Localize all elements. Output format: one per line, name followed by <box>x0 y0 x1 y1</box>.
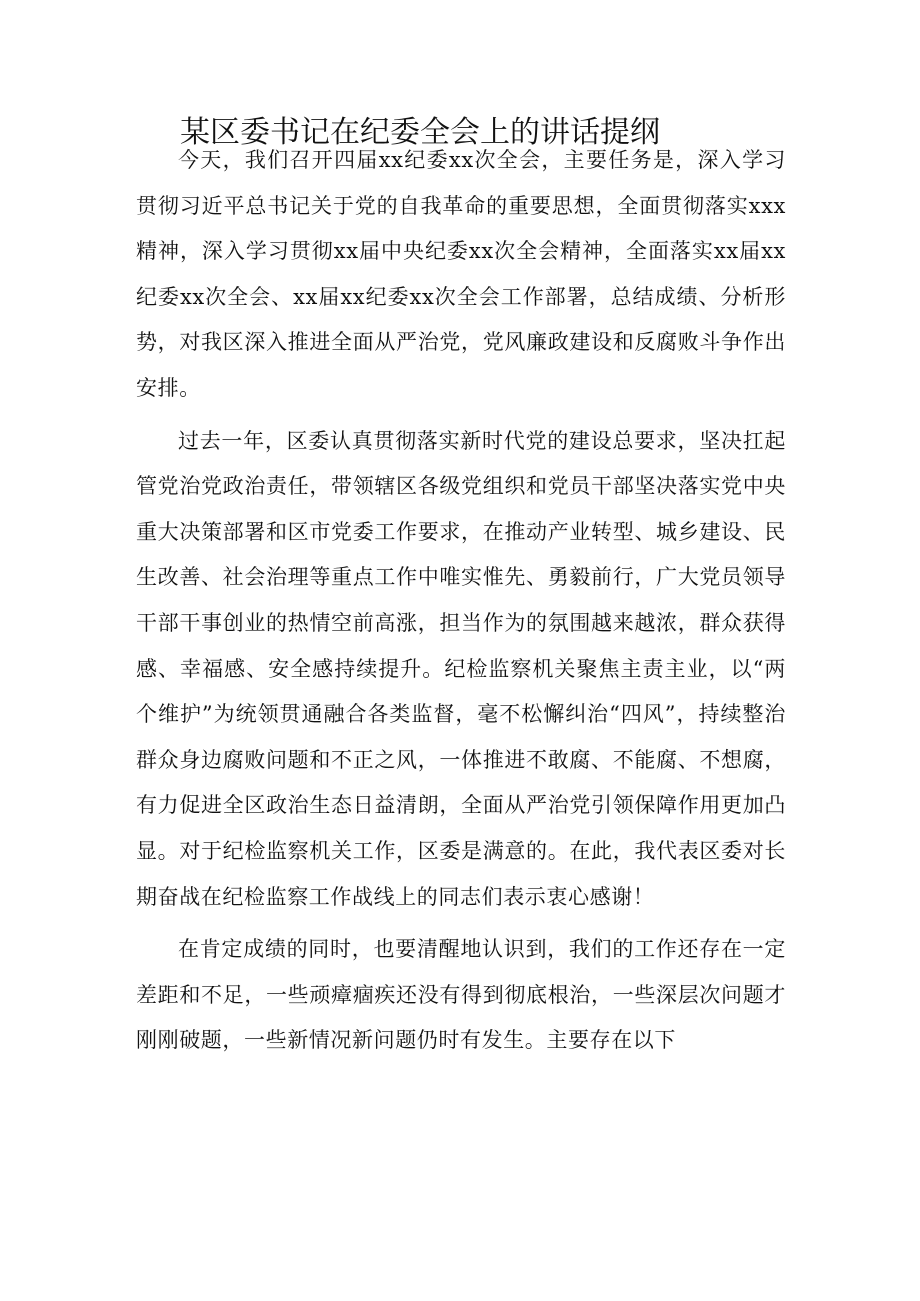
paragraph-shortcomings: 在肯定成绩的同时，也要清醒地认识到，我们的工作还存在一定差距和不足，一些顽瘴痼疾还没有得到彻底根治，一些深层次问题才刚刚破题，一些新情况新问题仍时有发生。主要存在以下 <box>136 937 786 1053</box>
document-title: 某区委书记在纪委全会上的讲话提纲 <box>180 115 660 150</box>
paragraph-opening: 今天，我们召开四届xx纪委xx次全会，主要任务是，深入学习贯彻习近平总书记关于党的自我革命的重要思想，全面贯彻落实xxx精神，深入学习贯彻xx届中央纪委xx次全会精神，全面落实xx届xx纪委xx次全会、xx届xx纪委xx次全会工作部署，总结成绩、分析形势，对我区深入推进全面从严治党，党风廉政建设和反腐败斗争作出安排。 <box>136 148 786 400</box>
paragraph-achievements: 过去一年，区委认真贯彻落实新时代党的建设总要求，坚决扛起管党治党政治责任，带领辖区各级党组织和党员干部坚决落实党中央重大决策部署和区市党委工作要求，在推动产业转型、城乡建设、民生改善、社会治理等重点工作中唯实惟先、勇毅前行，广大党员领导干部干事创业的热情空前高涨，担当作为的氛围越来越浓，群众获得感、幸福感、安全感持续提升。纪检监察机关聚焦主责主业，以“两个维护”为统领贯通融合各类监督，毫不松懈纠治“四风”，持续整治群众身边腐败问题和不正之风，一体推进不敢腐、不能腐、不想腐，有力促进全区政治生态日益清朗，全面从严治党引领保障作用更加凸显。对于纪检监察机关工作，区委是满意的。在此，我代表区委对长期奋战在纪检监察工作战线上的同志们表示衷心感谢！ <box>136 428 786 909</box>
document-body <box>136 138 786 1071</box>
